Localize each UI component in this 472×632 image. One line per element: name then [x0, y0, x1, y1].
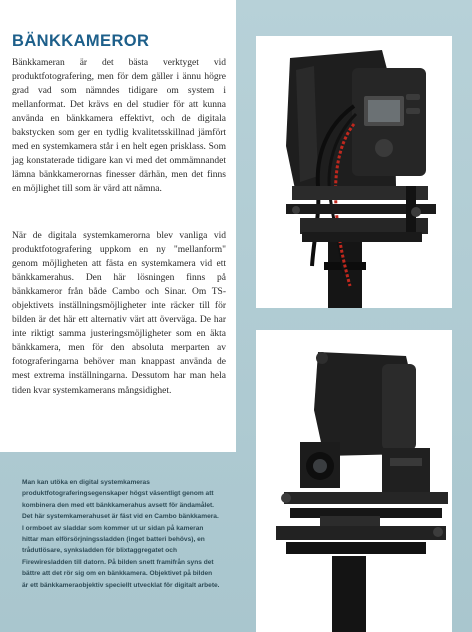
article-panel — [0, 0, 236, 452]
photo-camera-front-view — [256, 330, 452, 632]
article-heading: BÄNKKAMEROR — [12, 32, 150, 50]
article-paragraph-1: Bänkkameran är det bästa verktyget vid produktfotografering, men för dem gäller i ännu högre grad vad som nämndes tidigare om system i mellanformat. Det krävs en del studier för att kunna använda en bänkkamera effektivt, och de digitala bakstycken som ger en tydlig kvalitetsskillnad jämfört med en systemkamera står i en helt egen prisklass. Som jag konstaterade tidigare kan vi med det ommämnandet lämna bänkkamerornas finesser därhän, men det finns en möjlighet till som är värd att nämna. — [12, 58, 226, 195]
photo-caption: Man kan utöka en digital systemkameras produktfotograferingsegenskaper högst väsentligt genom att kombinera den med ett bänkkamerahus avsett för ändamålet. Det här systemkamerahuset är fäst vid en Cambo bänkkamera. I ormboet av sladdar som kommer ut ur sidan på kameran hittar man elförsörjningssladden (inget batteri behövs), en trådutlösare, synksladden för blixtaggregatet och Firewiresladden till datorn. På bilden snett framifrån syns det bättre att det rör sig om en bänkkamera. Objektivet på bilden är ett bänkkameraobjektiv speciellt utvecklat för digitalt arbete. — [22, 479, 220, 589]
article-paragraph-2: När de digitala systemkamerorna blev vanliga vid produktfotografering uppkom en ny "mellanform" genom möjligheten att fästa en systemkamera vid ett bänkkamerahus. Den här lösningen finns på bänkkameror från både Cambo och Sinar. Om TS-objektivets inställningsmöjligheter inte räcker till för bilden är det här ett alternativ värt att överväga. De har inte riktigt samma justeringsmöjligheter som en äkta bänkkamera, men för den absoluta merparten av fotograferingarna behöver man knappast använda de mest extrema inställningarna. Dessutom har man hela tiden kvar systemkamerans mångsidighet. — [12, 231, 226, 396]
photo-camera-rear-view — [256, 36, 452, 308]
